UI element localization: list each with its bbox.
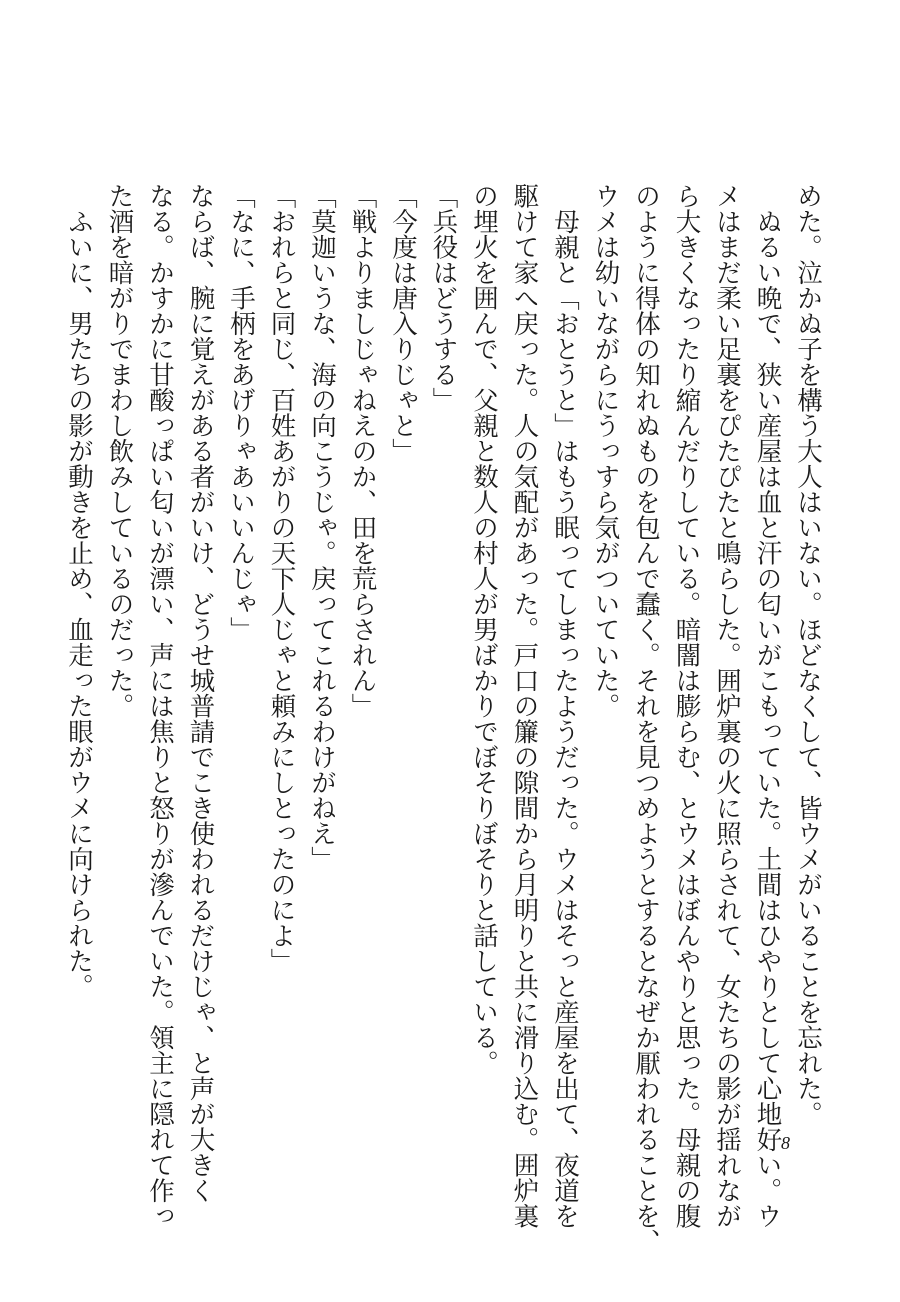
text-line: た酒を暗がりでまわし飲みしているのだった。 bbox=[104, 183, 135, 719]
vertical-text-body bbox=[64, 183, 828, 1254]
text-line: のように得体の知れぬものを包んで蠢く。それを見つめようとするとなぜか厭われることを、 bbox=[631, 183, 661, 1254]
page-number: 8 bbox=[781, 1133, 790, 1153]
dialogue-line: 「莫迦いうな、海の向こうじゃ。戻ってこれるわけがねえ」 bbox=[307, 183, 337, 872]
text-line: ウメは幼いながらにうっすら気がついていた。 bbox=[590, 183, 621, 719]
text-line: の埋火を囲んで、父親と数人の村人が男ばかりでぼそりぼそりと話している。 bbox=[469, 183, 499, 1076]
text-line: ふいに、男たちの影が動きを止め、血走った眼がウメに向けられた。 bbox=[64, 183, 94, 999]
text-line: なる。かすかに甘酸っぱい匂いが漂い、声には焦りと怒りが滲んでいた。領主に隠れて作っ bbox=[145, 183, 175, 1229]
dialogue-line: 「おれらと同じ、百姓あがりの天下人じゃと頼みにしとったのによ」 bbox=[266, 183, 297, 974]
dialogue-line: 「兵役はどうする」 bbox=[428, 183, 459, 413]
text-line: 母親と「おとうと」はもう眠ってしまったようだった。ウメはそっと産屋を出て、夜道を bbox=[550, 183, 580, 1229]
text-line: メはまだ柔い足裏をぴたぴたと鳴らした。囲炉裏の火に照らされて、女たちの影が揺れなが bbox=[712, 183, 742, 1229]
text-line: ぬるい晩で、狭い産屋は血と汗の匂いがこもっていた。土間はひやりとして心地好い。ウ bbox=[752, 183, 783, 1229]
text-line: めた。泣かぬ子を構う大人はいない。ほどなくして、皆ウメがいることを忘れた。 bbox=[793, 183, 823, 1127]
text-line: 駆けて家へ戻った。人の気配があった。戸口の簾の隙間から月明りと共に滑り込む。囲炉裏 bbox=[509, 183, 540, 1229]
text-line: ら大きくなったり縮んだりしている。暗闇は膨らむ、とウメはぼんやりと思った。母親の腹 bbox=[671, 183, 702, 1229]
dialogue-line: 「なに、手柄をあげりゃあいいんじゃ」 bbox=[226, 183, 256, 642]
dialogue-line: 「今度は唐入りじゃと」 bbox=[388, 183, 418, 464]
text-line: ならば、腕に覚えがある者がいけ、どうせ城普請でこき使われるだけじゃ、と声が大きく bbox=[185, 183, 216, 1203]
dialogue-line: 「戦よりましじゃねえのか、田を荒らされん」 bbox=[347, 183, 378, 719]
